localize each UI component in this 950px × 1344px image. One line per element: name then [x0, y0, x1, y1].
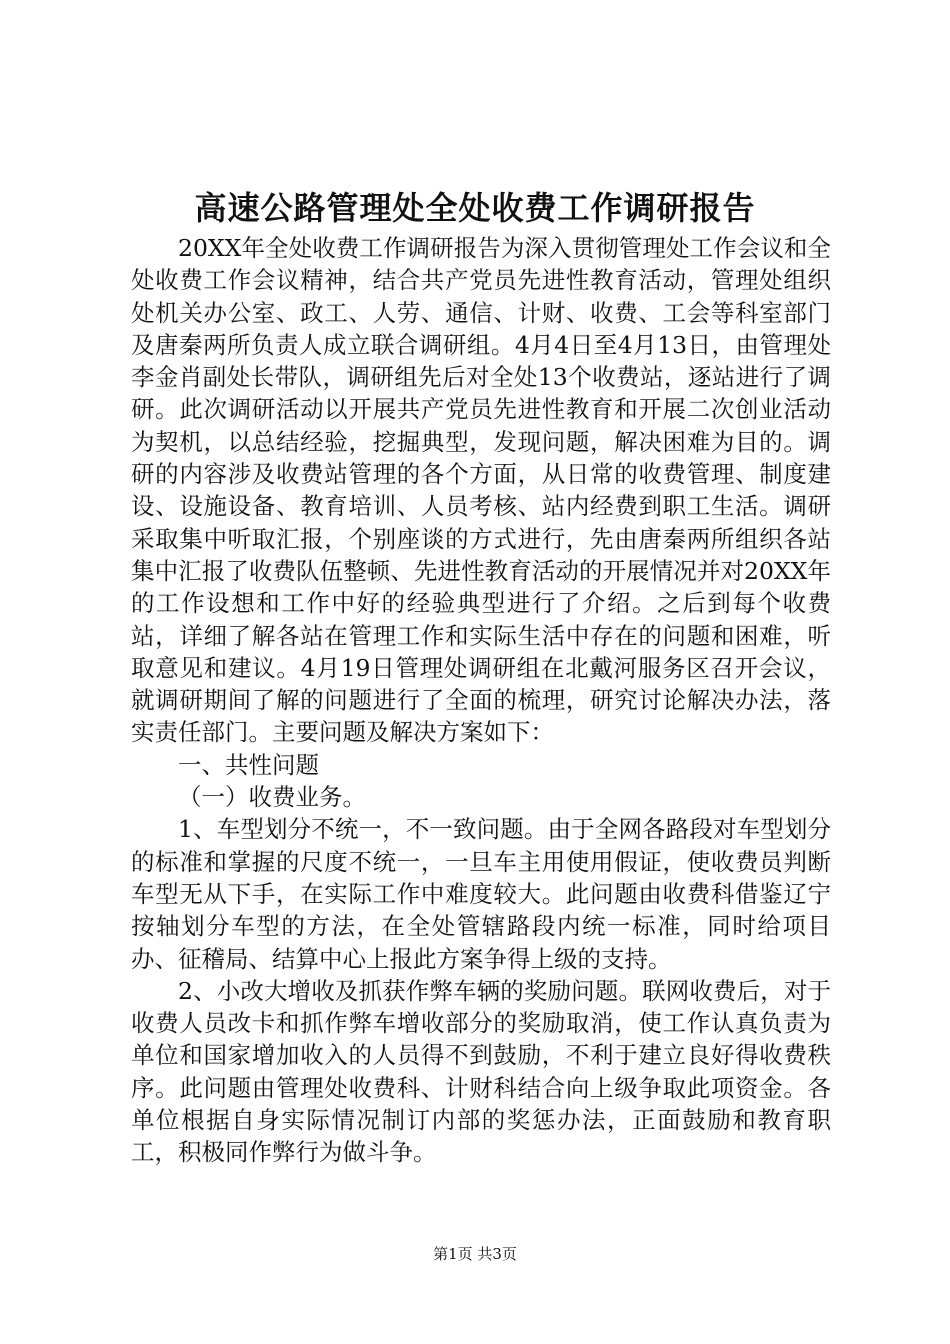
paragraph-item-1: 1、车型划分不统一，不一致问题。由于全网各路段对车型划分的标准和掌握的尺度不统一，一旦车主用使用假证，使收费员判断车型无从下手，在实际工作中难度较大。此问题由收费科借鉴辽宁按轴划分车型的方法，在全处管辖路段内统一标准，同时给项目办、征稽局、结算中心上报此方案争得上级的支持。 — [131, 815, 831, 973]
paragraph-intro: 20XX年全处收费工作调研报告为深入贯彻管理处工作会议和全处收费工作会议精神，结合共产党员先进性教育活动，管理处组织处机关办公室、政工、人劳、通信、计财、收费、工会等科室部门及唐秦两所负责人成立联合调研组。4月4日至4月13日，由管理处李金肖副处长带队，调研组先后对全处13个收费站，逐站进行了调研。此次调研活动以开展共产党员先进性教育和开展二次创业活动为契机，以总结经验，挖掘典型，发现问题，解决困难为目的。调研的内容涉及收费站管理的各个方面，从日常的收费管理、制度建设、设施设备、教育培训、人员考核、站内经费到职工生活。调研采取集中听取汇报，个别座谈的方式进行，先由唐秦两所组织各站集中汇报了收费队伍整顿、先进性教育活动的开展情况并对20XX年的工作设想和工作中好的经验典型进行了介绍。之后到每个收费站，详细了解各站在管理工作和实际生活中存在的问题和困难，听取意见和建议。4月19日管理处调研组在北戴河服务区召开会议，就调研期间了解的问题进行了全面的梳理，研究讨论解决办法，落实责任部门。主要问题及解决方案如下： — [131, 234, 831, 747]
page-footer: 第1页 共3页 — [433, 1245, 517, 1263]
paragraph-item-2: 2、小改大增收及抓获作弊车辆的奖励问题。联网收费后，对于收费人员改卡和抓作弊车增收部分的奖励取消，使工作认真负责为单位和国家增加收入的人员得不到鼓励，不利于建立良好得收费秩序。此问题由管理处收费科、计财科结合向上级争取此项资金。各单位根据自身实际情况制订内部的奖惩办法，正面鼓励和教育职工，积极同作弊行为做斗争。 — [131, 976, 831, 1167]
subsection-heading: （一）收费业务。 — [178, 783, 366, 812]
section-heading: 一、共性问题 — [178, 750, 319, 779]
document-body — [131, 232, 831, 1169]
document-title: 高速公路管理处全处收费工作调研报告 — [194, 189, 756, 227]
